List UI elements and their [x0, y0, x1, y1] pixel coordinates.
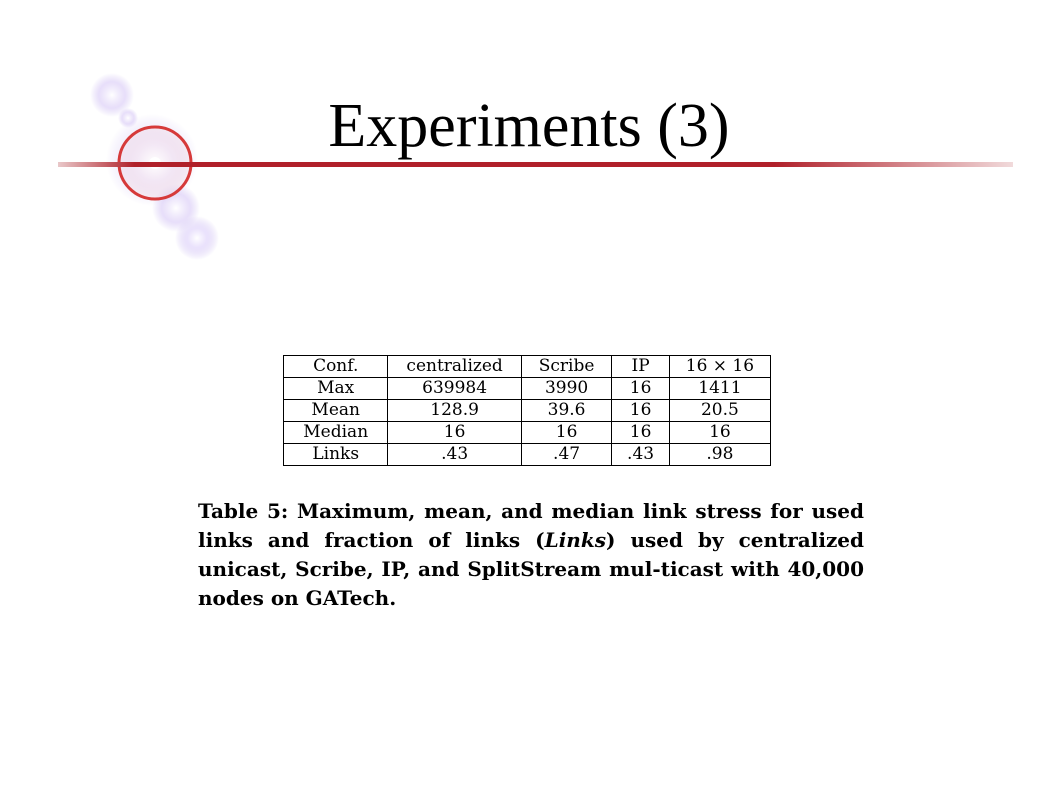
caption-text: ) used by centralized unicast, Scribe, IP, and SplitStream mul-ticast with 40,000 nodes on GATech.	[198, 528, 865, 610]
caption-text: Table 5: Maximum, mean, and median link stress for used links and fraction of links (	[198, 499, 864, 552]
table-cell: 16	[612, 422, 670, 444]
slide-title: Experiments (3)	[328, 92, 730, 160]
table-cell: 16	[612, 378, 670, 400]
row-label-cell: Links	[284, 444, 388, 466]
table-header-row	[284, 356, 771, 378]
table-cell: .47	[521, 444, 611, 466]
table-cell: 16	[612, 400, 670, 422]
table-cell: 1411	[669, 378, 770, 400]
row-label-cell: Max	[284, 378, 388, 400]
table-cell: 16	[669, 422, 770, 444]
link-stress-table	[283, 355, 771, 466]
table-row	[284, 422, 771, 444]
table-cell: .43	[388, 444, 521, 466]
table-cell: 639984	[388, 378, 521, 400]
table-row	[284, 444, 771, 466]
table-cell: 3990	[521, 378, 611, 400]
table-cell: 16	[521, 422, 611, 444]
table-cell: .43	[612, 444, 670, 466]
table-cell: 16	[388, 422, 521, 444]
table-cell: .98	[669, 444, 770, 466]
column-header: IP	[612, 356, 670, 378]
table-caption	[198, 497, 864, 613]
table-row	[284, 400, 771, 422]
row-label-cell: Mean	[284, 400, 388, 422]
column-header: Scribe	[521, 356, 611, 378]
table-cell: 20.5	[669, 400, 770, 422]
table-cell: 39.6	[521, 400, 611, 422]
row-label-cell: Median	[284, 422, 388, 444]
column-header: Conf.	[284, 356, 388, 378]
table-row	[284, 378, 771, 400]
column-header: 16 × 16	[669, 356, 770, 378]
column-header: centralized	[388, 356, 521, 378]
table-cell: 128.9	[388, 400, 521, 422]
caption-emphasis: Links	[544, 528, 606, 552]
